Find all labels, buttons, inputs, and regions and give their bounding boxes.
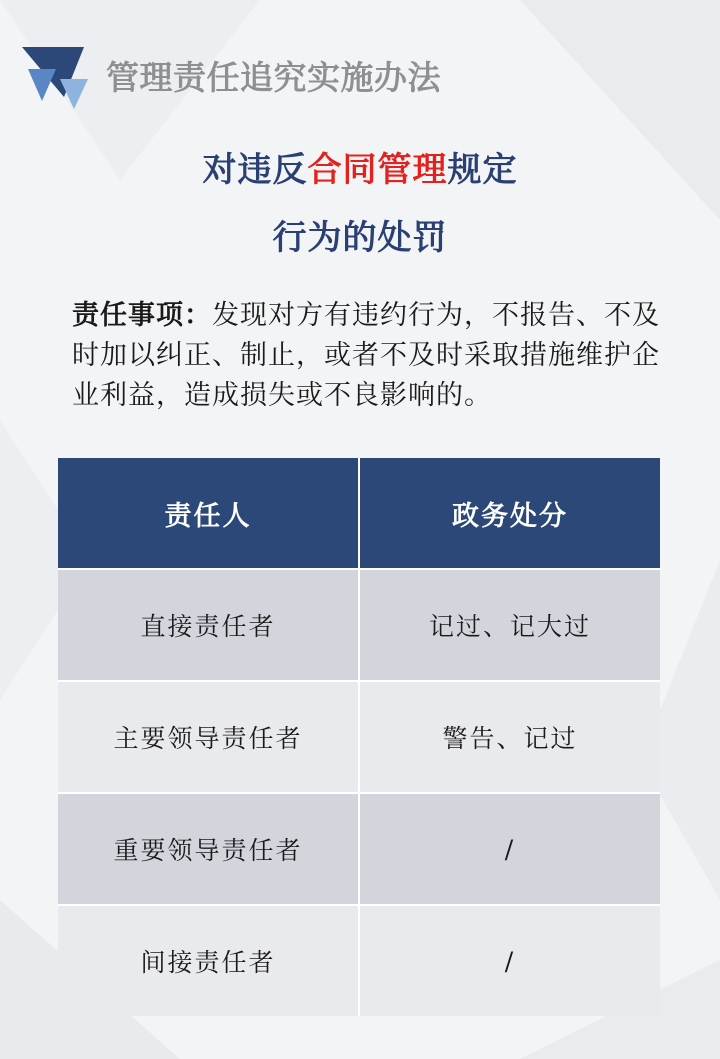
header-sanction: 政务处分: [359, 458, 660, 569]
title-highlight: 合同管理: [307, 150, 448, 190]
penalty-table: [58, 458, 660, 1016]
table-cell-sanction: /: [359, 905, 660, 1016]
table-cell-sanction: 警告、记过: [359, 681, 660, 793]
table-header-row: [58, 458, 660, 569]
table-row: [58, 793, 660, 905]
responsibility-label: 责任事项：: [72, 300, 212, 331]
header-title: 管理责任追究实施办法: [106, 57, 441, 97]
responsibility-description: [72, 296, 662, 416]
table-cell-person: 间接责任者: [58, 905, 359, 1016]
table-cell-person: 重要领导责任者: [58, 793, 359, 905]
table-row: [58, 905, 660, 1016]
header: [22, 38, 441, 112]
table-cell-person: 直接责任者: [58, 569, 359, 681]
table-row: [58, 569, 660, 681]
page-title-line-1: [0, 142, 720, 191]
header-responsible-person: 责任人: [58, 458, 359, 569]
table-cell-sanction: 记过、记大过: [359, 569, 660, 681]
responsibility-text: 发现对方有违约行为，不报告、不及时加以纠正、制止，或者不及时采取措施维护企业利益，造成损失或不良影响的。: [72, 300, 660, 411]
logo-icon: [22, 39, 92, 111]
table-cell-sanction: /: [359, 793, 660, 905]
title-prefix: 对违反: [202, 150, 308, 190]
page-title-line-2: 行为的处罚: [272, 218, 448, 258]
table-row: [58, 681, 660, 793]
table-cell-person: 主要领导责任者: [58, 681, 359, 793]
title-suffix: 规定: [447, 150, 518, 190]
